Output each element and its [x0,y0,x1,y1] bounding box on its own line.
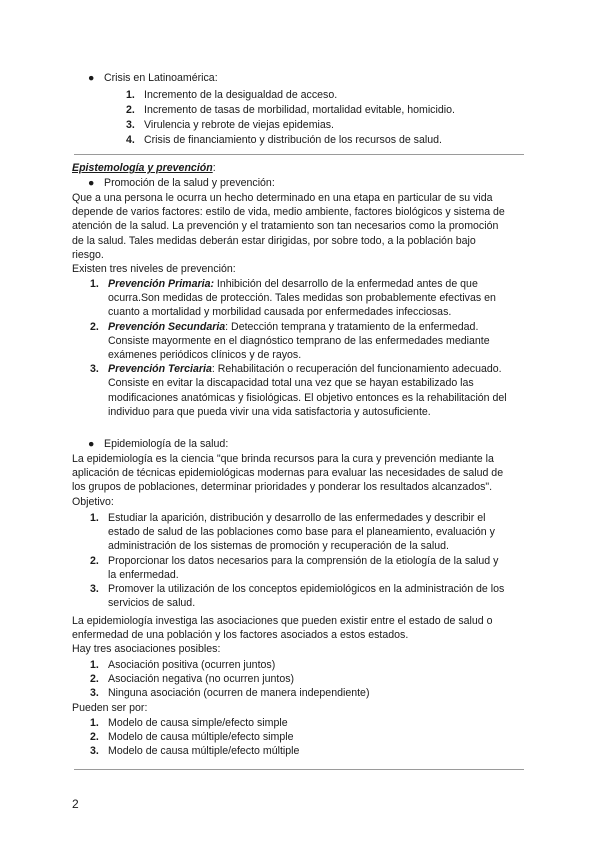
objetivo-line: servicios de salud. [108,597,196,610]
objetivo-line: Estudiar la aparición, distribución y desarrollo de las enfermedades y describir el [108,512,486,524]
list-text: Crisis de financiamiento y distribución de los recursos de salud. [144,134,442,146]
level-title: Prevención Secundaria [108,320,226,333]
para-line: de la salud. Tales medidas deberán estar dirigidas, por sobre todo, a la población bajo [72,234,476,247]
assoc-intro: Hay tres asociaciones posibles: [72,643,221,656]
list-number: 2. [90,673,99,686]
list-item [126,133,455,148]
para-line: atención de la salud. La prevención y el tratamiento son tan necesarios como la promoción [72,220,499,233]
list-text: Ninguna asociación (ocurren de manera independiente) [108,687,370,700]
level-title: Prevención Primaria: [108,278,214,290]
list-item [90,672,369,686]
promocion-bullet [88,176,275,190]
list-item [90,730,299,744]
para-line: depende de varios factores: estilo de vida, medio ambiente, factores biológicos y sistema de [72,206,505,219]
level-line: exámenes periódicos clínicos y de rayos. [108,349,302,362]
list-item [126,88,455,103]
list-text: Incremento de tasas de morbilidad, mortalidad evitable, homicidio. [144,104,455,116]
list-text: Modelo de causa múltiple/efecto múltiple [108,745,300,758]
list-number: 2. [90,554,99,567]
list-item [126,118,455,133]
heading-colon: : [212,162,216,174]
heading-text: Epistemología y prevención [72,162,213,174]
list-number: 3. [90,687,99,700]
list-item [90,511,504,554]
list-text: Asociación positiva (ocurren juntos) [108,659,276,671]
list-number: 3. [90,583,99,596]
epidemiologia-bullet [88,437,228,451]
section-heading [72,161,216,175]
list-text: Modelo de causa múltiple/efecto simple [108,731,294,744]
objetivo-line: Proporcionar los datos necesarios para la comprensión de la etiología de la salud y [108,554,499,567]
level-line: Consiste mayormente en el diagnóstico temprano de las enfermedades mediante [108,334,490,347]
para-line: riesgo. [72,248,104,261]
promocion-paragraph [72,191,505,276]
level-line: cuanto a mortalidad y morbilidad causada por enfermedades infecciosas. [108,306,452,319]
list-item [90,686,369,700]
list-text: Modelo de causa simple/efecto simple [108,717,288,729]
crisis-bullet-text: Crisis en Latinoamérica: [104,72,218,84]
divider [74,154,524,155]
list-number: 3. [90,363,99,376]
objetivo-line: administración de los sistemas de promoción y recuperación de la salud. [108,540,449,553]
list-item [126,103,455,118]
bullet-dot-icon: ● [88,72,95,84]
level-line: Consiste en evitar la discapacidad total una vez que se hayan estabilizado las [108,377,474,390]
page-number: 2 [72,797,79,811]
crisis-bullet [88,71,218,85]
para-line: La epidemiología es la ciencia "que brinda recursos para la cura y prevención mediante la [72,453,494,465]
list-number: 1. [90,717,99,729]
list-text: Virulencia y rebrote de viejas epidemias. [144,119,335,131]
objetivos-list [90,511,504,610]
list-number: 2. [90,320,99,333]
para-line: aplicación de técnicas epidemiológicas modernas para evaluar las necesidades de salud de [72,467,504,480]
list-text: Asociación negativa (no ocurren juntos) [108,673,295,686]
para-line: los grupos de poblaciones, determinar prioridades y ponderar los resultados alcanzados". [72,481,493,494]
objetivo-label: Objetivo: [72,495,114,508]
level-title: Prevención Terciaria [108,363,212,376]
level-line: ocurra.Son medidas de protección. Tales medidas son probablemente efectivas en [108,292,496,305]
para-line: La epidemiología investiga las asociaciones que pueden existir entre el estado de salud o [72,615,493,627]
level-line: : Detección temprana y tratamiento de la enfermedad. [225,320,479,333]
list-item [90,277,507,320]
list-number: 1. [90,278,99,290]
list-number: 3. [126,119,135,131]
level-line: : Rehabilitación o recuperación del funcionamiento adecuado. [211,363,502,376]
list-number: 1. [90,512,99,524]
list-item [90,744,299,758]
promocion-bullet-text: Promoción de la salud y prevención: [104,177,275,189]
level-line: modificaciones anatómicas y fisiológicas. El objetivo entonces es la rehabilitación del [108,391,507,404]
bullet-dot-icon: ● [88,177,95,189]
list-number: 2. [126,104,135,116]
crisis-list [126,88,455,148]
objetivo-line: estado de salud de las poblaciones como base para el planeamiento, evaluación y [108,526,495,539]
list-item [90,554,504,582]
list-text: Incremento de la desigualdad de acceso. [144,89,338,101]
list-number: 2. [90,731,99,744]
list-number: 1. [126,89,135,101]
list-item [90,320,507,363]
list-number: 4. [126,134,135,146]
asociaciones-list [90,658,369,701]
list-item [90,582,504,610]
level-line: Inhibición del desarrollo de la enfermedad antes de que [213,278,478,290]
list-item [90,658,369,672]
asociaciones-paragraph [72,614,493,657]
objetivo-line: Promover la utilización de los conceptos epidemiológicos en la administración de los [108,583,505,596]
para-line: enfermedad de una población y los factores asociados a estos estados. [72,629,409,642]
causas-list [90,716,299,759]
list-item [90,716,299,730]
list-item [90,362,507,419]
levels-intro: Existen tres niveles de prevención: [72,263,236,276]
prevention-levels-list [90,277,507,419]
para-line: Que a una persona le ocurra un hecho determinado en una etapa en particular de su vida [72,192,493,204]
objetivo-line: la enfermedad. [108,568,179,581]
level-line: individuo para que pueda vivir una vida satisfactoria y autosuficiente. [108,405,431,418]
epidemiologia-definition [72,452,503,509]
list-number: 1. [90,659,99,671]
divider [74,769,524,770]
epidemiologia-bullet-text: Epidemiología de la salud: [104,438,229,450]
pueden-intro: Pueden ser por: [72,702,148,714]
list-number: 3. [90,745,99,758]
bullet-dot-icon: ● [88,438,95,450]
